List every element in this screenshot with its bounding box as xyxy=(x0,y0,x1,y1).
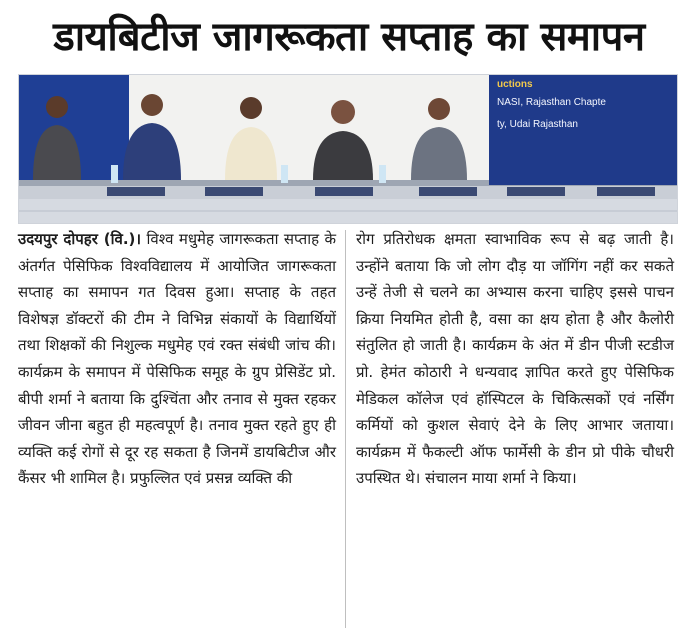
article-column-left xyxy=(18,226,336,492)
article-paragraph-left xyxy=(18,226,336,492)
banner-line-2: ty, Udai Rajasthan xyxy=(497,119,578,130)
news-photo xyxy=(18,74,678,224)
banner-line-1: NASI, Rajasthan Chapte xyxy=(497,97,606,108)
dateline: उदयपुर दोपहर (वि.)। xyxy=(18,230,142,248)
article-text-right: रोग प्रतिरोधक क्षमता स्वाभाविक रूप से बढ़ जाती है। उन्होंने बताया कि जो लोग दौड़ या जॉगिंग नहीं कर सकते उन्हें तेजी से चलने का अभ्यास करना चाहिए इससे पाचन क्रिया नियमित होती है, वसा का क्षय होता है और कैलोरी संतुलित हो जाती है। कार्यक्रम के अंत में डीन पीजी स्टडीज प्रो. हेमंत कोठारी ने धन्यवाद ज्ञापित करते हुए पेसिफिक मेडिकल कॉलेज एवं हॉस्पिटल के चिकित्सकों एवं नर्सिंग कर्मियों को कुशल सेवाएं देने के लिए आभार जताया। कार्यक्रम में फैकल्टी ऑफ फार्मेसी के डीन प्रो पीके चौधरी उपस्थित थे। संचालन माया शर्मा ने किया। xyxy=(356,230,674,488)
article-column-right xyxy=(356,226,674,492)
column-divider xyxy=(345,230,346,628)
article-text-left: विश्व मधुमेह जागरूकता सप्ताह के अंतर्गत पेसिफिक विश्वविद्यालय में आयोजित जागरूकता सप्ताह का समापन गत दिवस हुआ। सप्ताह के तहत विशेषज्ञ डॉक्टरों की टीम ने विभिन्न संकायों के विद्यार्थियों तथा शिक्षकों की निशुल्क मधुमेह एवं रक्त संबंधी जांच की। कार्यक्रम के समापन में पेसिफिक समूह के ग्रुप प्रेसिडेंट प्रो. बीपी शर्मा ने बताया कि दुश्चिंता और तनाव से मुक्त रहकर जीवन जीना बहुत ही महत्वपूर्ण है। तनाव मुक्त रहते हुए ही व्यक्ति कई रोगों से दूर रह सकता है जिनमें डायबिटीज और कैंसर भी शामिल है। प्रफुल्लित एवं प्रसन्न व्यक्ति की xyxy=(18,230,336,488)
backdrop-banner xyxy=(489,75,677,185)
banner-heading: uctions xyxy=(497,79,533,90)
headline: डायबिटीज जागरूकता सप्ताह का समापन xyxy=(53,14,645,60)
